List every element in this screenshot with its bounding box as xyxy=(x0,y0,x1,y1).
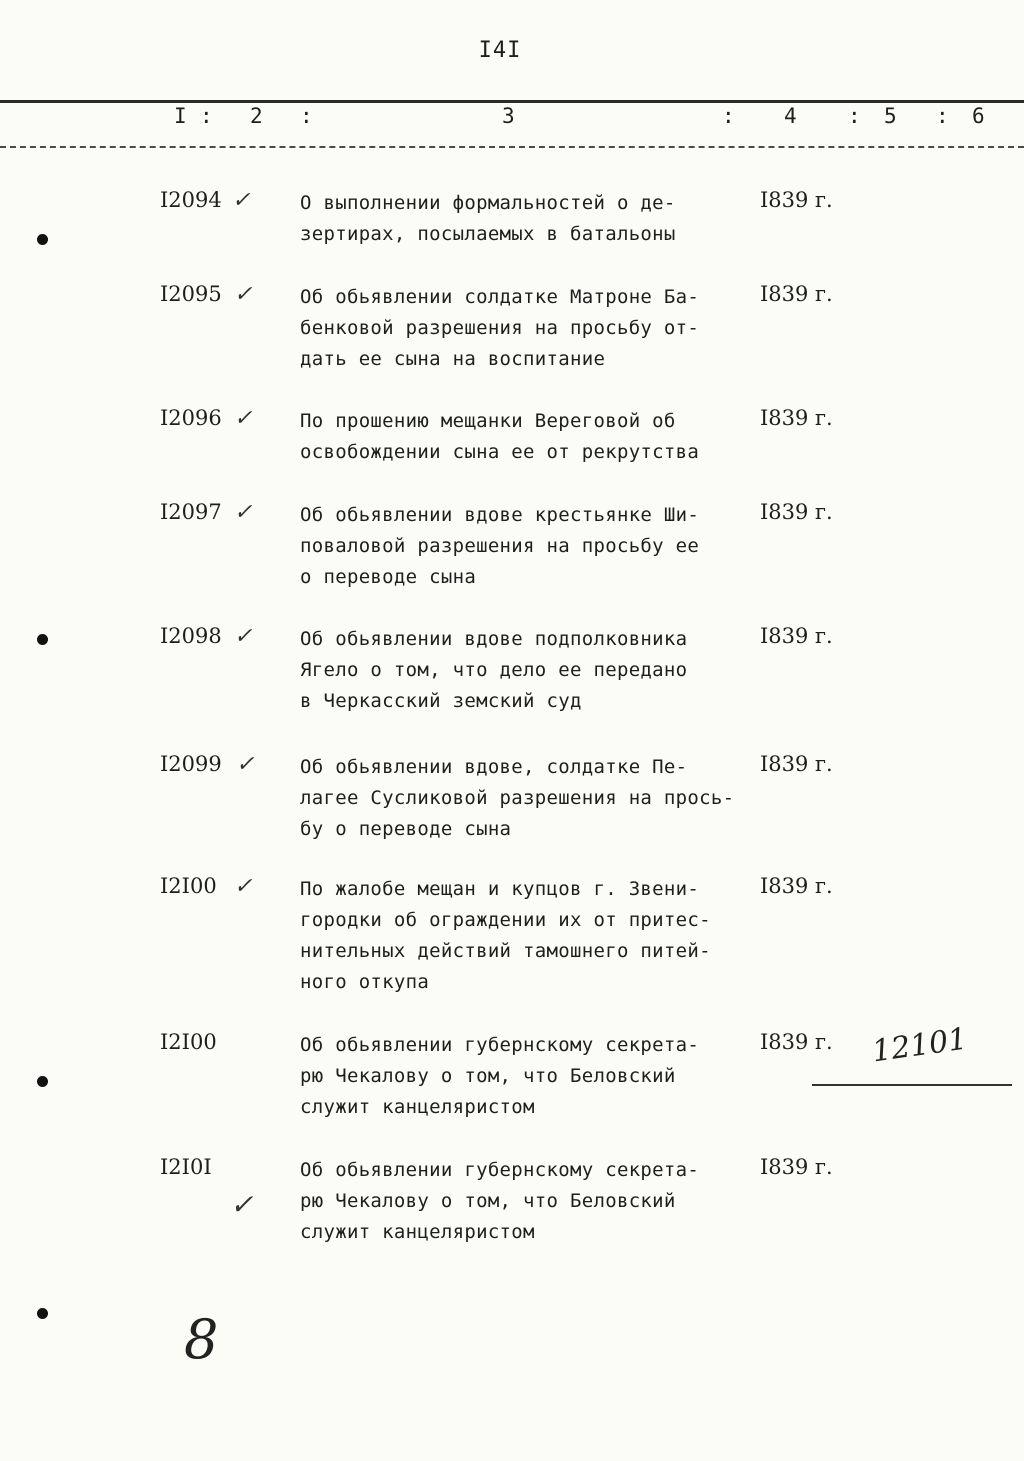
entry-line: О выполнении формальностей о де- xyxy=(300,192,676,214)
entry-line: рю Чекалову о том, что Беловский xyxy=(300,1190,676,1212)
entry-line: Об обьявлении солдатке Матроне Ба- xyxy=(300,286,700,308)
entry-line: Ягело о том, что дело ее передано xyxy=(300,659,688,681)
entry-number: I2096 xyxy=(160,406,222,430)
entry-line: Об обьявлении губернскому секрета- xyxy=(300,1159,700,1181)
check-mark-icon: ✓ xyxy=(234,624,253,649)
entry-line: служит канцеляристом xyxy=(300,1096,535,1118)
entry-line: служит канцеляристом xyxy=(300,1221,535,1243)
check-mark-icon: ✓ xyxy=(234,282,253,307)
entry-year: I839 г. xyxy=(760,874,833,898)
entry-description xyxy=(300,1030,760,1123)
entry-line: освобождении сына ее от рекрутства xyxy=(300,441,700,463)
entry-line: Об обьявлении губернскому секрета- xyxy=(300,1034,700,1056)
entry-line: Об обьявлении вдове подполковника xyxy=(300,628,688,650)
entry-year: I839 г. xyxy=(760,1030,833,1054)
check-mark-icon: ✓ xyxy=(236,752,255,777)
check-mark-icon: ✓ xyxy=(234,874,253,899)
check-mark-icon: ✓ xyxy=(234,406,253,431)
entry-number: I2099 xyxy=(160,752,222,776)
entry-description xyxy=(300,188,760,250)
header-rule-top xyxy=(0,100,1024,103)
check-mark-icon: ✓ xyxy=(232,188,251,213)
column-header-4: 4 xyxy=(784,104,797,128)
entry-line: бу о переводе сына xyxy=(300,818,512,840)
punch-hole-icon xyxy=(37,1076,48,1087)
entry-line: ного откупа xyxy=(300,971,430,993)
handwritten-correction: 12101 xyxy=(870,1021,970,1070)
column-header-6: 6 xyxy=(972,104,985,128)
handwritten-underline xyxy=(812,1084,1012,1086)
page-number: I4I xyxy=(478,38,522,63)
entry-line: поваловой разрешения на просьбу ее xyxy=(300,535,700,557)
entry-year: I839 г. xyxy=(760,624,833,648)
entry-description xyxy=(300,874,760,998)
entry-number: I2098 xyxy=(160,624,222,648)
check-mark-icon: ✓ xyxy=(230,1188,254,1221)
entry-line: нительных действий тамошнего питей- xyxy=(300,940,711,962)
handwritten-sheet-count: 8 xyxy=(184,1308,219,1371)
entry-number: I2I00 xyxy=(160,874,217,898)
entry-line: Об обьявлении вдове, солдатке Пе- xyxy=(300,756,688,778)
entry-line: бенковой разрешения на просьбу от- xyxy=(300,317,700,339)
entry-number: I2I0I xyxy=(160,1155,212,1179)
entry-line: По жалобе мещан и купцов г. Звени- xyxy=(300,878,700,900)
entry-line: городки об ограждении их от притес- xyxy=(300,909,711,931)
entry-number: I2I00 xyxy=(160,1030,217,1054)
punch-hole-icon xyxy=(37,1308,48,1319)
column-header-5: 5 xyxy=(884,104,897,128)
entry-year: I839 г. xyxy=(760,500,833,524)
column-header-1: I xyxy=(174,104,187,128)
column-separator: : xyxy=(722,104,735,128)
column-header-2: 2 xyxy=(250,104,263,128)
entry-year: I839 г. xyxy=(760,188,833,212)
punch-hole-icon xyxy=(37,634,48,645)
entry-description xyxy=(300,500,760,593)
entry-line: зертирах, посылаемых в батальоны xyxy=(300,223,676,245)
column-separator: : xyxy=(848,104,861,128)
entry-number: I2095 xyxy=(160,282,222,306)
entry-description xyxy=(300,624,760,717)
check-mark-icon: ✓ xyxy=(234,500,253,525)
entry-year: I839 г. xyxy=(760,1155,833,1179)
column-separator: : xyxy=(200,104,213,128)
entry-number: I2094 xyxy=(160,188,222,212)
entry-line: лагее Сусликовой разрешения на прось- xyxy=(300,787,735,809)
column-separator: : xyxy=(300,104,313,128)
entry-line: По прошению мещанки Вереговой об xyxy=(300,410,676,432)
entry-line: Об обьявлении вдове крестьянке Ши- xyxy=(300,504,700,526)
punch-hole-icon xyxy=(37,234,48,245)
entry-line: дать ее сына на воспитание xyxy=(300,348,606,370)
column-separator: : xyxy=(936,104,949,128)
entry-year: I839 г. xyxy=(760,406,833,430)
header-rule-bottom xyxy=(0,146,1024,148)
entry-description xyxy=(300,406,760,468)
entry-number: I2097 xyxy=(160,500,222,524)
entry-line: о переводе сына xyxy=(300,566,477,588)
entry-year: I839 г. xyxy=(760,282,833,306)
entry-line: рю Чекалову о том, что Беловский xyxy=(300,1065,676,1087)
column-header-3: 3 xyxy=(502,104,515,128)
entry-description xyxy=(300,1155,760,1248)
entry-description xyxy=(300,752,760,845)
entry-year: I839 г. xyxy=(760,752,833,776)
entry-line: в Черкасский земский суд xyxy=(300,690,582,712)
entry-description xyxy=(300,282,760,375)
